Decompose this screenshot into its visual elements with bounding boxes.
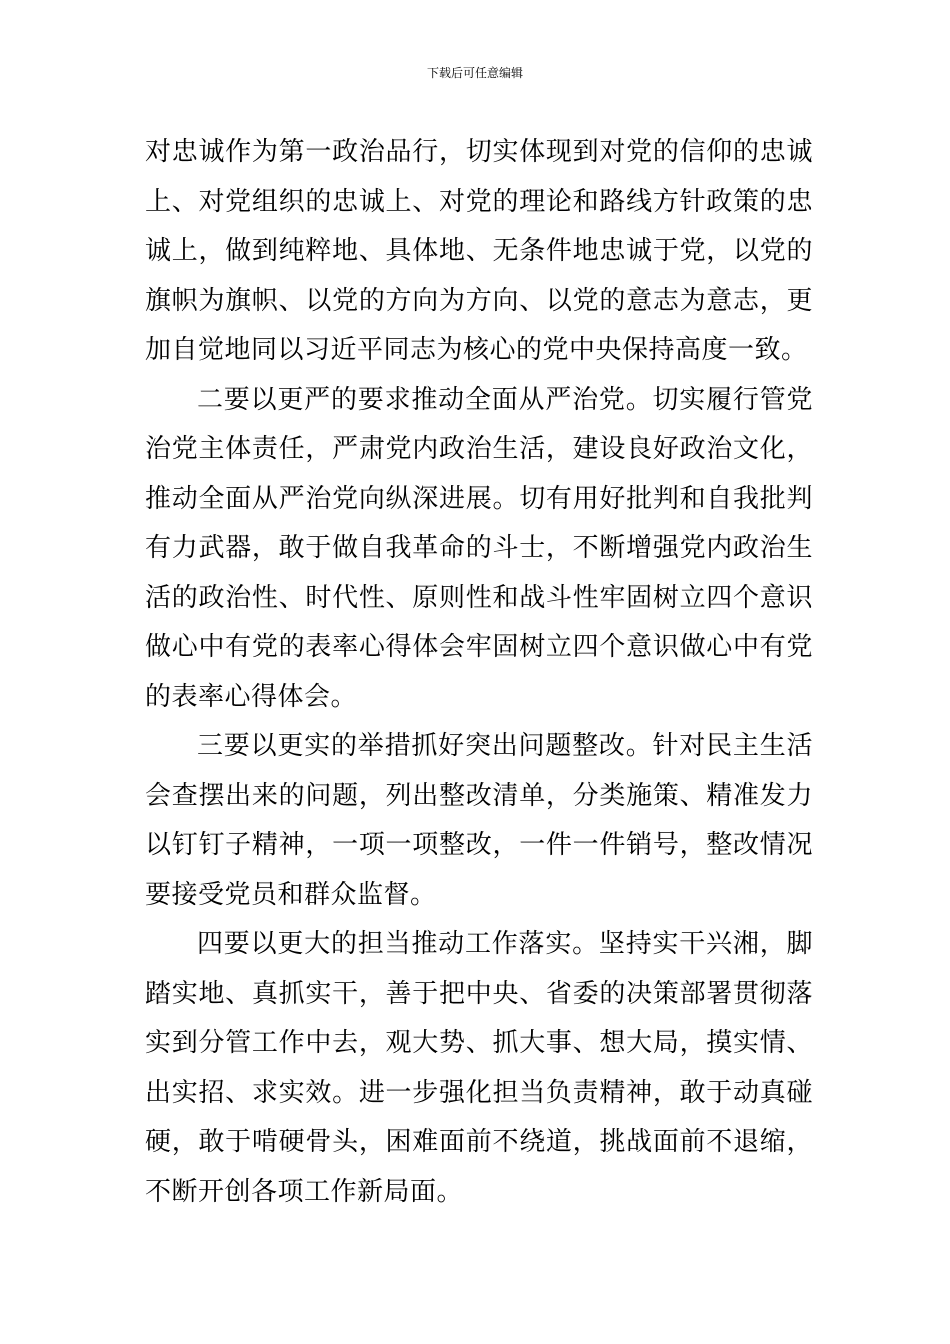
paragraph-3: 三要以更实的举措抓好突出问题整改。针对民主生活会查摆出来的问题，列出整改清单，分类施策、精准发力以钉钉子精神，一项一项整改，一件一件销号，整改情况要接受党员和群众监督。 (145, 731, 813, 910)
paragraph-2: 二要以更严的要求推动全面从严治党。切实履行管党治党主体责任，严肃党内政治生活，建设良好政治文化，推动全面从严治党向纵深进展。切有用好批判和自我批判有力武器，敢于做自我革命的斗士，不断增强党内政治生活的政治性、时代性、原则性和战斗性牢固树立四个意识做心中有党的表率心得体会牢固树立四个意识做心中有党的表率心得体会。 (145, 384, 813, 712)
paragraph-4: 四要以更大的担当推动工作落实。坚持实干兴湘，脚踏实地、真抓实干，善于把中央、省委的决策部署贯彻落实到分管工作中去，观大势、抓大事、想大局，摸实情、出实招、求实效。进一步强化担当负责精神，敢于动真碰硬，敢于啃硬骨头，困难面前不绕道，挑战面前不退缩，不断开创各项工作新局面。 (145, 929, 813, 1207)
document-body (145, 128, 813, 1217)
paragraph-continuation: 对忠诚作为第一政治品行，切实体现到对党的信仰的忠诚上、对党组织的忠诚上、对党的理论和路线方针政策的忠诚上，做到纯粹地、具体地、无条件地忠诚于党，以党的旗帜为旗帜、以党的方向为方向、以党的意志为意志，更加自觉地同以习近平同志为核心的党中央保持高度一致。 (145, 137, 813, 365)
page-header-note: 下载后可任意编辑 (426, 66, 523, 80)
